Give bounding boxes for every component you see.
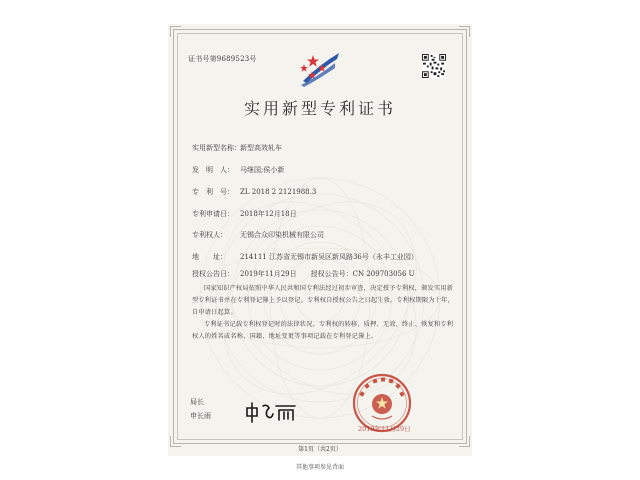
- field-application-date: [192, 209, 297, 219]
- field-value: CN 209703056 U: [352, 270, 415, 278]
- certificate-body: [192, 283, 454, 343]
- field-patentee: [192, 230, 324, 240]
- field-value: 2018年12月18日: [240, 210, 297, 218]
- body-paragraph: 专利证书记载专利权登记时的法律状况。专利权的转移、质押、无效、终止、恢复和专利权人的姓名或名称、国籍、地址变更等事项记载在专利登记簿上。: [192, 321, 454, 340]
- body-paragraph: 国家知识产权局依照中华人民共和国专利法经过初步审查，决定授予专利权，颁发实用新型专利证书并在专利登记簿上予以登记。专利权自授权公告之日起生效。专利权期限为十年，自申请日起算。: [192, 285, 454, 316]
- field-label: 地 址：: [192, 253, 227, 261]
- signer-name: 申长雨: [190, 412, 211, 420]
- field-utility-model-name: [192, 143, 282, 153]
- field-value: 新型高效轧车: [240, 144, 282, 152]
- corner-ornament: [459, 26, 470, 37]
- cnipa-emblem-icon: [295, 47, 343, 89]
- corner-ornament: [170, 26, 181, 37]
- field-label: 授权公告日：: [192, 270, 234, 278]
- handwritten-signature: [243, 400, 299, 424]
- field-label: 专利申请日：: [192, 210, 234, 218]
- field-inventor: [192, 165, 284, 175]
- certificate-sheet: [168, 24, 472, 456]
- field-address: [192, 252, 418, 262]
- page-number: 第1页（共2页）: [298, 446, 342, 453]
- field-label: 专 利 号：: [192, 188, 234, 196]
- field-value: ZL 2018 2 2121988.3: [240, 188, 317, 196]
- field-label: 授权公告号：: [310, 270, 353, 278]
- field-label: 实用新型名称：: [192, 144, 241, 152]
- field-label: 发 明 人：: [192, 166, 234, 174]
- signer-title: 局长: [190, 398, 204, 406]
- field-value: 2019年11月29日: [240, 270, 297, 278]
- field-value: 马继国;侯小新: [240, 166, 285, 174]
- certificate-number: 证书号第9689523号: [188, 55, 257, 63]
- field-patent-number: [192, 187, 316, 197]
- qr-code-icon: [422, 54, 446, 78]
- back-side-note: 其他事项参见背面: [295, 464, 344, 471]
- seal-date: 2019年11月29日: [358, 425, 411, 433]
- certificate-title: 实用新型专利证书: [243, 99, 396, 118]
- field-grant-date: [192, 269, 415, 279]
- field-value: 无锡合众印染机械有限公司: [240, 231, 324, 239]
- field-label: 专利权人：: [192, 231, 227, 239]
- field-value: 214111 江苏省无锡市新吴区新凤路36号（永丰工业园）: [240, 253, 418, 261]
